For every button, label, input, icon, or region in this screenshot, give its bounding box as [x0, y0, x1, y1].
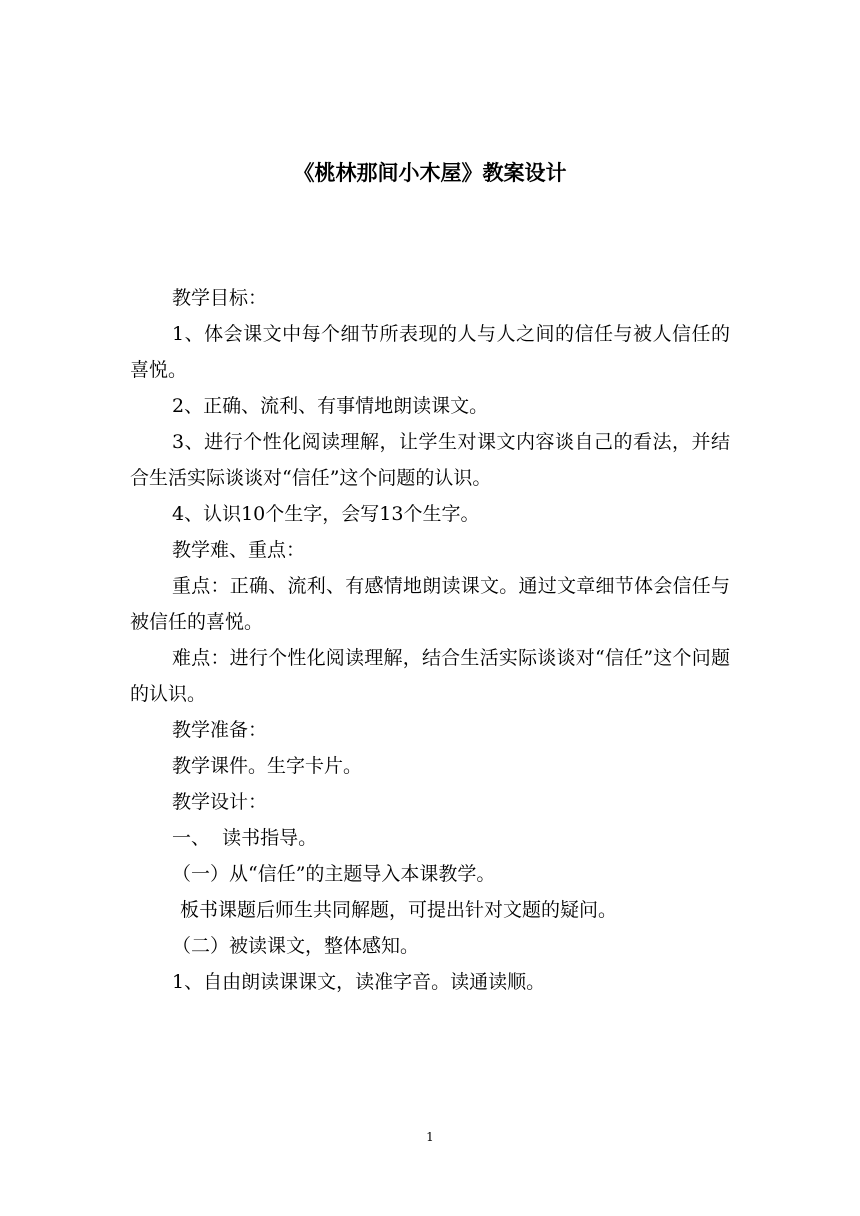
- paragraph-design-heading: 教学设计：: [172, 791, 268, 813]
- paragraph-objective-1: 1、体会课文中每个细节所表现的人与人之间的信任与被人信任的喜悦。: [130, 323, 730, 381]
- paragraph-difficult-point: 难点：进行个性化阅读理解，结合生活实际谈谈对“信任”这个问题的认识。: [130, 647, 730, 705]
- document-title: 《桃林那间小木屋》教案设计: [293, 161, 567, 185]
- paragraph-preparation-heading: 教学准备：: [172, 719, 268, 741]
- paragraph-section-1: 一、 读书指导。: [172, 827, 318, 849]
- paragraph-objective-4: 4、认识10个生字，会写13个生字。: [172, 503, 480, 525]
- document-body: [130, 280, 730, 1000]
- paragraph-key-point: 重点：正确、流利、有感情地朗读课文。通过文章细节体会信任与被信任的喜悦。: [130, 575, 730, 633]
- paragraph-objective-3: 3、进行个性化阅读理解，让学生对课文内容谈自己的看法，并结合生活实际谈谈对“信任”这个问题的认识。: [130, 431, 730, 489]
- paragraph-key-points-heading: 教学难、重点：: [172, 539, 306, 561]
- paragraph-step-1: 1、自由朗读课课文，读准字音。读通读顺。: [172, 971, 546, 993]
- paragraph-objective-2: 2、正确、流利、有事情地朗读课文。: [172, 395, 489, 417]
- paragraph-board-title: 板书课题后师生共同解题，可提出针对文题的疑问。: [180, 899, 618, 921]
- paragraph-subsection-1: （一）从“信任”的主题导入本课教学。: [172, 863, 496, 885]
- paragraph-preparation: 教学课件。生字卡片。: [172, 755, 363, 777]
- paragraph-subsection-2: （二）被读课文，整体感知。: [172, 935, 420, 957]
- page-number: 1: [426, 1130, 434, 1144]
- paragraph-objectives-heading: 教学目标：: [172, 287, 268, 309]
